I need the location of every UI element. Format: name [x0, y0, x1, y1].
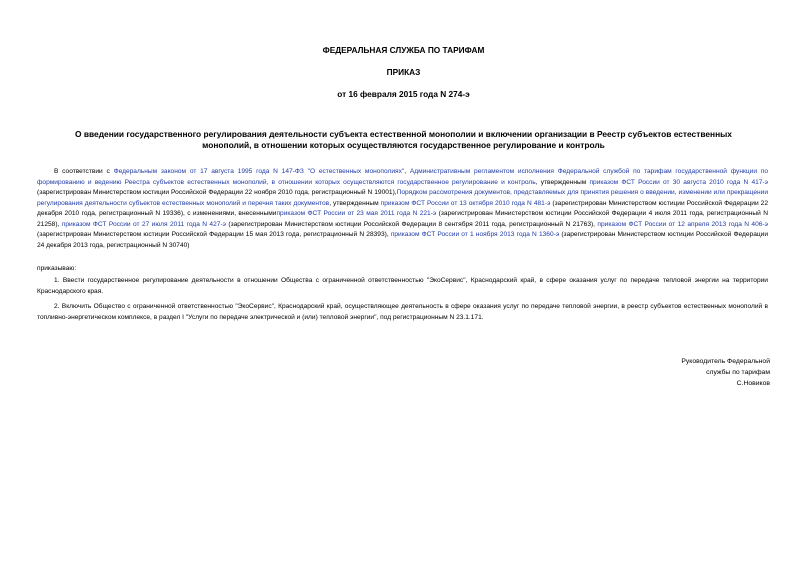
document-date-number: от 16 февраля 2015 года N 274-э [337, 89, 470, 99]
text-run: В соответствии с [54, 168, 114, 175]
link-order-417[interactable]: приказом ФСТ России от 30 августа 2010 года N 417-э [589, 178, 769, 186]
order-word: приказываю: [37, 265, 77, 272]
order-item-text: 1. Ввести государственное регулирование деятельности в отношении Общества с ограниченной ответственностью "ЭкоСервис", Краснодарский край, в сфере оказания услуг по передаче тепловой энергии на территории Краснодарского края. [37, 277, 768, 295]
text-run: , утвержденным [329, 199, 381, 207]
document-type: ПРИКАЗ [386, 67, 421, 77]
text-run: , утвержденным [535, 178, 590, 186]
text-run: , [404, 168, 410, 175]
order-item-2 [37, 302, 768, 323]
text-run: (зарегистрирован Министерством юстиции Российской Федерации 15 мая 2013 года, регистрационный N 28393), [37, 231, 391, 238]
link-admin-regulation[interactable]: Административным регламентом исполнения Федеральной службой по тарифам государственной функции по формированию и ведению Реестра субъектов естественных монополий, в отношении которых осуществляются государственное регулирование и контроль [37, 168, 769, 186]
preamble-paragraph [37, 167, 768, 251]
text-run: (зарегистрирован Министерством юстиции Российской Федерации 22 ноября 2010 года, регистрационный N 19001), [37, 189, 397, 196]
link-procedure[interactable]: Порядком рассмотрения документов, представляемых для принятия решения о введении, изменении или прекращении регулирования деятельности субъектов естественных монополий и перечня таких документов [37, 189, 768, 207]
link-order-406[interactable]: приказом ФСТ России от 12 апреля 2013 года N 406-э [597, 220, 768, 228]
signature-name: С.Новиков [736, 380, 770, 387]
signature-position: Руководитель Федеральной [681, 358, 770, 365]
text-run: (зарегистрирован Министерством юстиции Российской Федерации 24 декабря 2013 года, регистрационный N 30740) [37, 231, 769, 249]
text-run: (зарегистрирован Министерством юстиции Российской Федерации 22 декабря 2010 года, регистрационный N 19336), с изменениями, внесенными [37, 199, 769, 217]
link-order-481[interactable]: приказом ФСТ России от 13 октября 2010 года N 481-э [380, 199, 551, 207]
link-order-221[interactable]: приказом ФСТ России от 23 мая 2011 года N 221-э [276, 210, 437, 217]
order-item-text: 2. Включить Общество с ограниченной ответственностью "ЭкоСервис", Краснодарский край, осуществляющее деятельность в сфере оказания услуг по передаче тепловой энергии, в реестр субъектов естественных монополий в топливно-энергетическом комплексе, в раздел I "Услуги по передаче электрической и (или) тепловой энергии", под регистрационным N 23.1.171. [37, 303, 768, 321]
signature-agency: службы по тарифам [706, 369, 770, 376]
agency-name: ФЕДЕРАЛЬНАЯ СЛУЖБА ПО ТАРИФАМ [322, 45, 485, 55]
link-order-427[interactable]: приказом ФСТ России от 27 июля 2011 года N 427-э [61, 220, 226, 228]
signature-block [681, 356, 770, 389]
link-federal-law[interactable]: Федеральным законом от 17 августа 1995 года N 147-ФЗ "О естественных монополиях" [113, 168, 405, 175]
order-item-1 [37, 276, 768, 297]
text-run: (зарегистрирован Министерством юстиции Российской Федерации 4 июля 2011 года, регистрационный N 21258), [37, 210, 768, 228]
link-order-1360[interactable]: приказом ФСТ России от 1 ноября 2013 года N 1360-э [390, 231, 560, 238]
text-run: (зарегистрирован Министерством юстиции Российской Федерации 8 сентября 2011 года, регистрационный N 21763), [226, 220, 598, 228]
document-title: О введении государственного регулирования деятельности субъекта естественной монополии и включении организации в Реестр субъектов естественных монополий, в отношении которых осуществляются государственное регулирование и контроль [75, 129, 732, 150]
